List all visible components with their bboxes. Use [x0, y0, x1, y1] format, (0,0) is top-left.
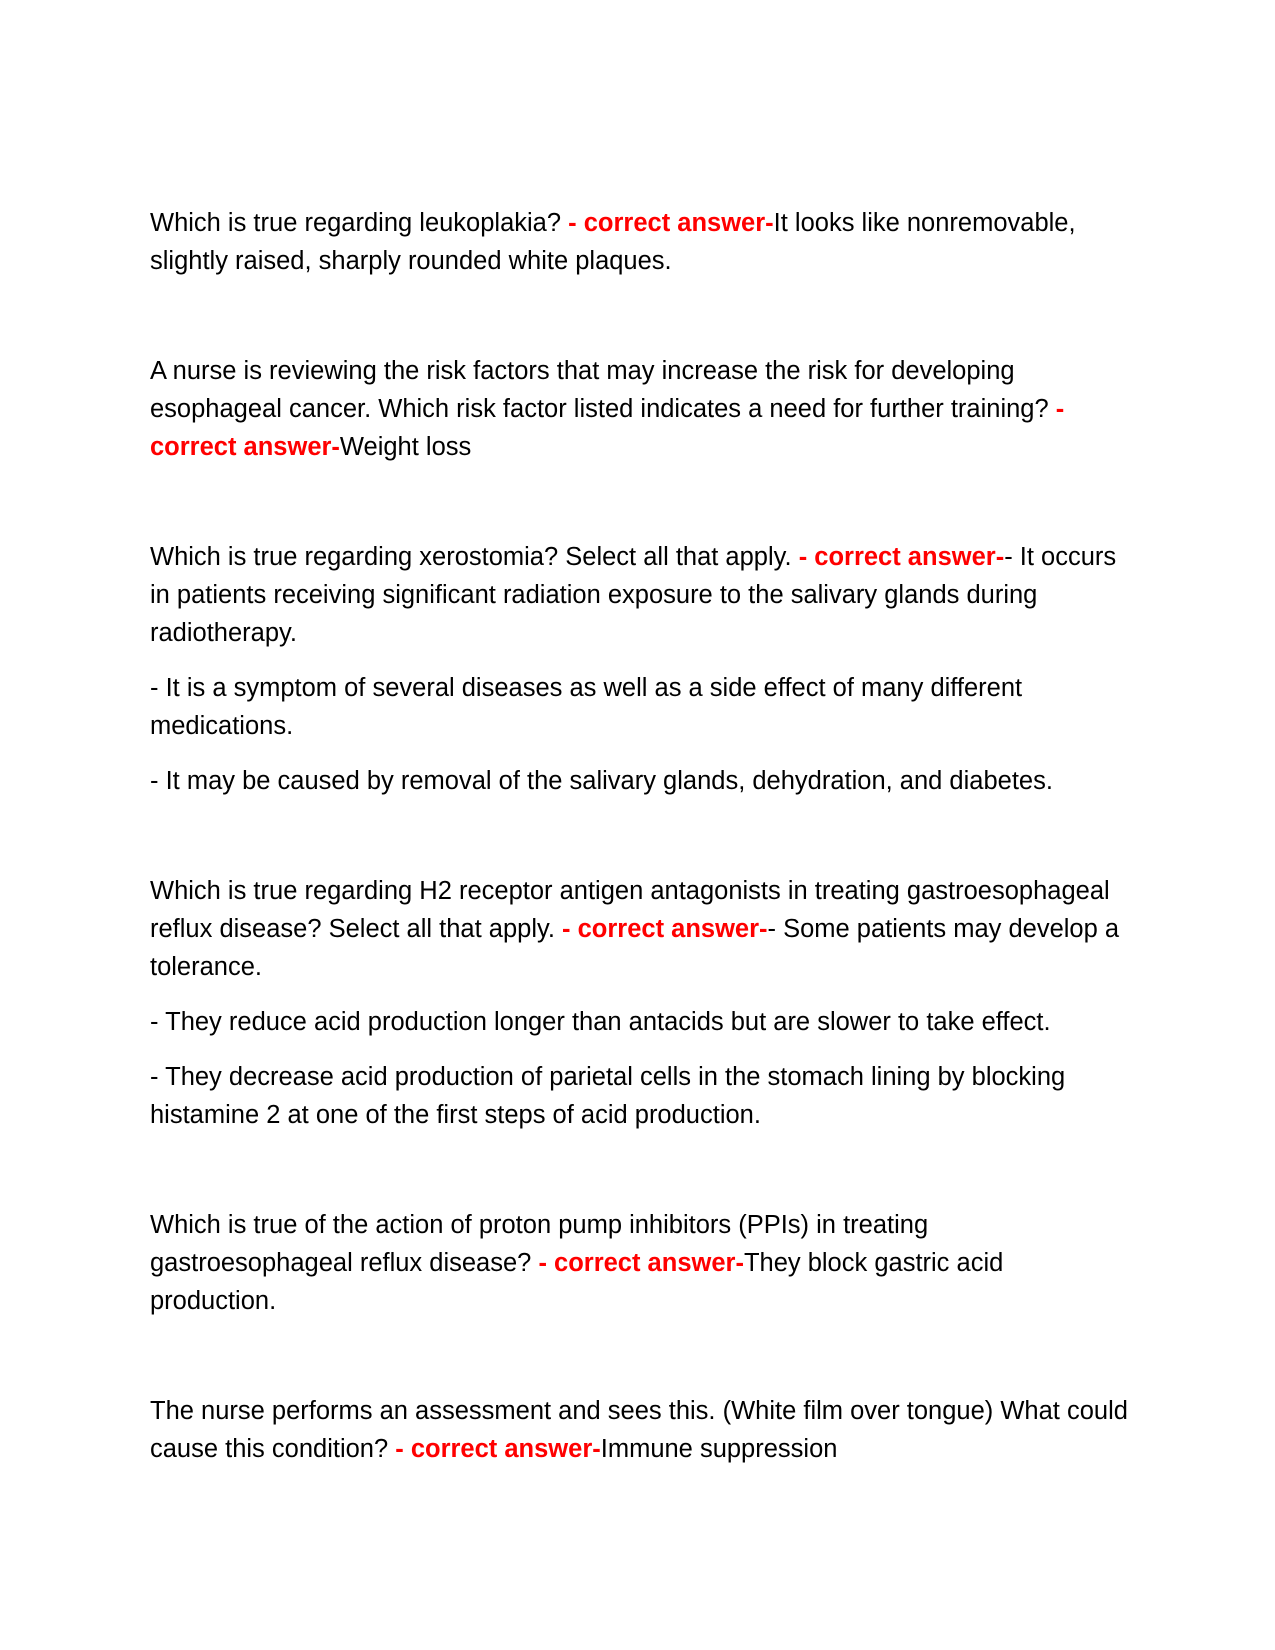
question-text: The nurse performs an assessment and sees this. (White film over tongue) What could cause this condition?: [150, 1397, 1128, 1463]
answer-text: - It occurs in patients receiving significant radiation exposure to the salivary glands during radiotherapy.: [150, 543, 1117, 647]
qa-paragraph: [150, 872, 1130, 986]
answer-continuation: - It may be caused by removal of the salivary glands, dehydration, and diabetes.: [150, 767, 1053, 795]
question-text: A nurse is reviewing the risk factors that may increase the risk for developing esophageal cancer. Which risk factor listed indicates a need for further training?: [150, 357, 1049, 423]
qa-item: [150, 1206, 1130, 1320]
qa-item: [150, 1392, 1130, 1468]
qa-list: [150, 204, 1130, 1540]
question-text: Which is true of the action of proton pump inhibitors (PPIs) in treating gastroesophageal reflux disease?: [150, 1211, 929, 1277]
answer-continuation: - They decrease acid production of parietal cells in the stomach lining by blocking histamine 2 at one of the first steps of acid production.: [150, 1063, 1066, 1129]
qa-paragraph: [150, 204, 1130, 280]
qa-item: [150, 352, 1130, 466]
question-text: Which is true regarding H2 receptor antigen antagonists in treating gastroesophageal reflux disease? Select all that apply.: [150, 877, 1110, 943]
answer-text: Weight loss: [339, 433, 472, 461]
qa-paragraph: [150, 1392, 1130, 1468]
correct-answer-marker: - correct answer-: [562, 915, 768, 943]
qa-item: [150, 872, 1130, 1134]
qa-item: [150, 204, 1130, 280]
question-text: Which is true regarding xerostomia? Select all that apply.: [150, 543, 792, 571]
answer-continuation: - It is a symptom of several diseases as well as a side effect of many different medications.: [150, 674, 1023, 740]
correct-answer-marker: - correct answer-: [538, 1249, 744, 1277]
correct-answer-marker: - correct answer-: [798, 543, 1005, 571]
qa-paragraph: [150, 352, 1130, 466]
answer-text: They block gastric acid production.: [150, 1249, 1004, 1315]
answer-text: It looks like nonremovable, slightly raised, sharply rounded white plaques.: [150, 209, 1076, 275]
answer-continuation: - They reduce acid production longer than antacids but are slower to take effect.: [150, 1008, 1051, 1036]
answer-text: Immune suppression: [600, 1435, 838, 1463]
correct-answer-marker: - correct answer-: [150, 395, 1065, 461]
qa-item: [150, 538, 1130, 800]
correct-answer-marker: - correct answer-: [568, 209, 774, 237]
answer-text: - Some patients may develop a tolerance.: [150, 915, 1120, 981]
qa-paragraph: [150, 538, 1130, 652]
correct-answer-marker: - correct answer-: [395, 1435, 601, 1463]
question-text: Which is true regarding leukoplakia?: [150, 209, 562, 237]
qa-paragraph: [150, 1206, 1130, 1320]
